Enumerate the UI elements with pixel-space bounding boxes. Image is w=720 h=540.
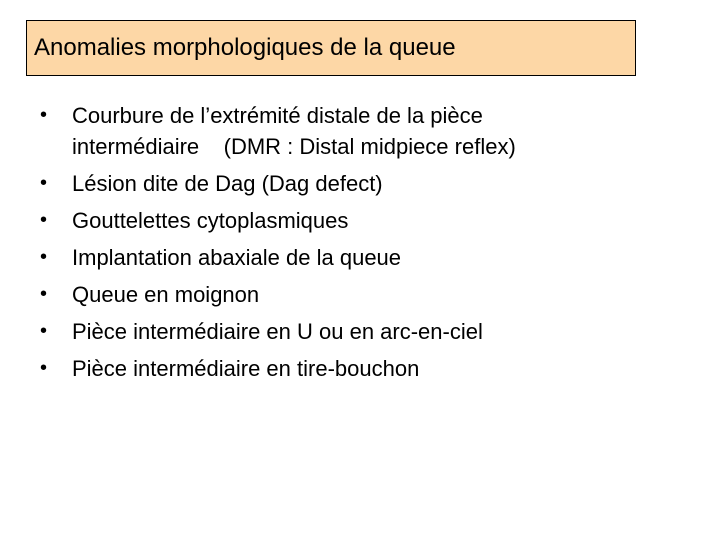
list-item bbox=[40, 168, 700, 199]
list-item-text-continued: intermédiaire (DMR : Distal midpiece reflex) bbox=[72, 134, 516, 159]
list-item-text: Gouttelettes cytoplasmiques bbox=[72, 208, 349, 233]
bullet-list bbox=[40, 100, 700, 384]
list-item bbox=[40, 205, 700, 236]
bullet-icon: • bbox=[40, 357, 48, 379]
bullet-icon: • bbox=[40, 172, 48, 194]
list-item bbox=[40, 279, 700, 310]
slide-title: Anomalies morphologiques de la queue bbox=[34, 34, 456, 61]
title-box bbox=[26, 20, 636, 76]
list-item-text: Pièce intermédiaire en tire-bouchon bbox=[72, 356, 420, 381]
list-item bbox=[40, 316, 700, 347]
list-item bbox=[40, 100, 700, 162]
bullet-icon: • bbox=[40, 104, 48, 126]
list-item-text: Implantation abaxiale de la queue bbox=[72, 245, 402, 270]
list-item-text: Courbure de l’extrémité distale de la pièce bbox=[72, 103, 483, 128]
list-item bbox=[40, 353, 700, 384]
list-item-text: Lésion dite de Dag (Dag defect) bbox=[72, 171, 383, 196]
list-item-text: Pièce intermédiaire en U ou en arc-en-ciel bbox=[72, 319, 483, 344]
bullet-icon: • bbox=[40, 209, 48, 231]
list-item bbox=[40, 242, 700, 273]
list-item-text: Queue en moignon bbox=[72, 282, 260, 307]
bullet-icon: • bbox=[40, 246, 48, 268]
bullet-icon: • bbox=[40, 320, 48, 342]
bullet-icon: • bbox=[40, 283, 48, 305]
